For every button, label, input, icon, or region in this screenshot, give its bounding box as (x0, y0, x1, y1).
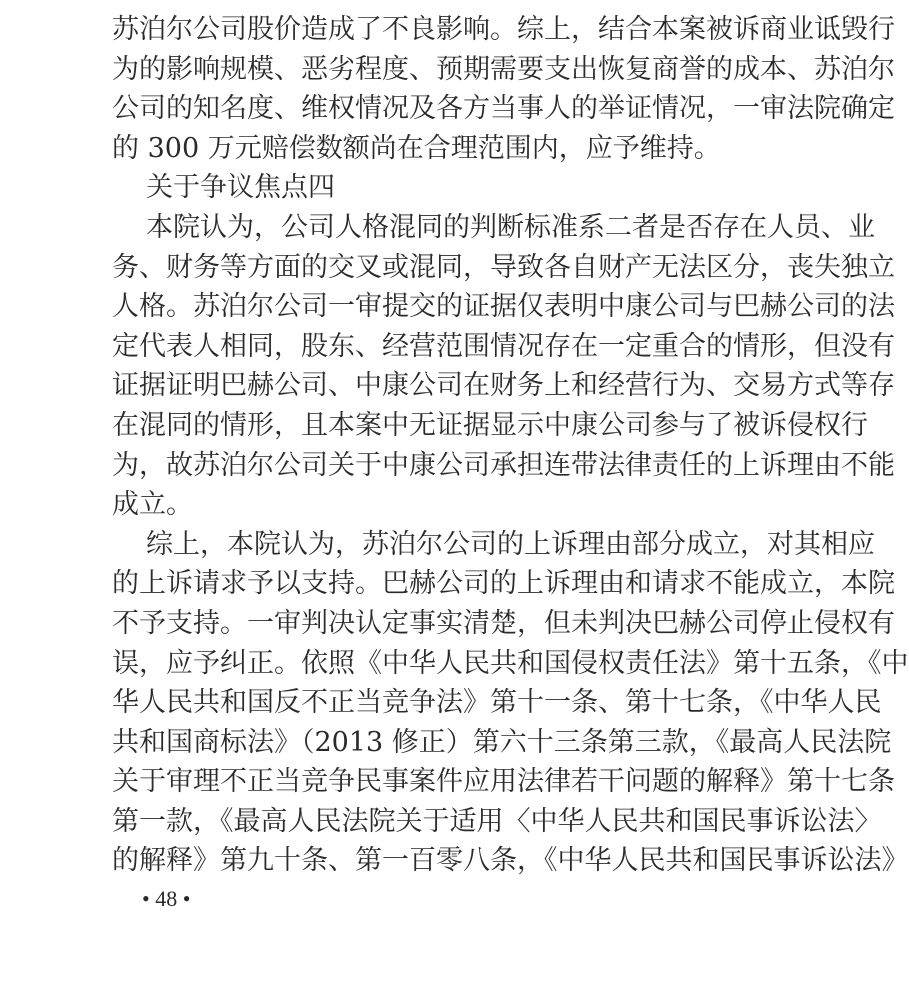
text-line: 务、财务等方面的交叉或混同，导致各自财产无法区分，丧失独立 (112, 251, 895, 283)
text-line: 第一款，《最高人民法院关于适用〈中华人民共和国民事诉讼法〉 (112, 805, 882, 837)
text-line: 人格。苏泊尔公司一审提交的证据仅表明中康公司与巴赫公司的法 (112, 291, 895, 323)
text-line: 华人民共和国反不正当竞争法》第十一条、第十七条，《中华人民 (112, 687, 882, 719)
text-line: 共和国商标法》（2013 修正）第六十三条第三款，《最高人民法院 (112, 726, 892, 758)
document-body (112, 10, 909, 881)
text-line: 误，应予纠正。依照《中华人民共和国侵权责任法》第十五条，《中 (112, 647, 909, 679)
text-line: 综上，本院认为，苏泊尔公司的上诉理由部分成立，对其相应 (146, 528, 875, 560)
text-line: 本院认为，公司人格混同的判断标准系二者是否存在人员、业 (146, 211, 875, 243)
text-line: 关于审理不正当竞争民事案件应用法律若干问题的解释》第十七条 (112, 766, 895, 798)
text-line: 公司的知名度、维权情况及各方当事人的举证情况，一审法院确定 (112, 93, 895, 125)
text-line: 关于争议焦点四 (146, 172, 335, 204)
text-line: 成立。 (112, 489, 193, 521)
text-line: 的上诉请求予以支持。巴赫公司的上诉理由和请求不能成立，本院 (112, 568, 895, 600)
text-line: 证据证明巴赫公司、中康公司在财务上和经营行为、交易方式等存 (112, 370, 895, 402)
text-line: 为的影响规模、恶劣程度、预期需要支出恢复商誉的成本、苏泊尔 (112, 53, 895, 85)
text-line: 定代表人相同，股东、经营范围情况存在一定重合的情形，但没有 (112, 330, 895, 362)
text-line: 为，故苏泊尔公司关于中康公司承担连带法律责任的上诉理由不能 (112, 449, 895, 481)
text-line: 不予支持。一审判决认定事实清楚，但未判决巴赫公司停止侵权有 (112, 607, 895, 639)
text-line: 在混同的情形，且本案中无证据显示中康公司参与了被诉侵权行 (112, 409, 868, 441)
text-line: 苏泊尔公司股价造成了不良影响。综上，结合本案被诉商业诋毁行 (112, 14, 895, 45)
page-number: • 48 • (142, 886, 191, 911)
text-line: 的解释》第九十条、第一百零八条，《中华人民共和国民事诉讼法》 (112, 845, 909, 877)
text-line: 的 300 万元赔偿数额尚在合理范围内，应予维持。 (112, 132, 721, 164)
